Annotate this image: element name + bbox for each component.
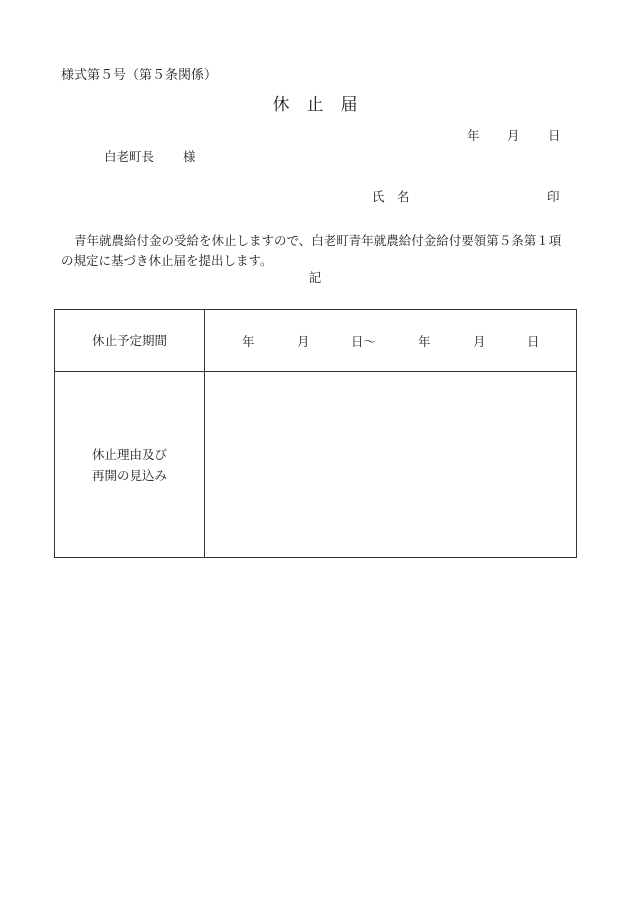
reason-label (55, 372, 205, 558)
period-start-day: 日〜 (351, 334, 377, 349)
reason-value-cell[interactable] (205, 372, 577, 558)
date-day-label: 日 (548, 128, 561, 143)
reason-label-line1: 休止理由及び (91, 446, 167, 462)
period-row (55, 310, 577, 372)
form-table (54, 309, 577, 558)
reason-row (55, 372, 577, 558)
period-end-month: 月 (473, 334, 486, 349)
addressee-honorific: 様 (183, 149, 196, 164)
period-end-day: 日 (527, 334, 540, 349)
period-end-year: 年 (418, 334, 431, 349)
period-start-month: 月 (297, 334, 310, 349)
body-paragraph: 青年就農給付金の受給を休止しますので、白老町青年就農給付金給付要領第５条第１項の規定に基づき休止届を提出します。 (61, 233, 562, 268)
form-number-label: 様式第５号（第５条関係） (61, 68, 218, 83)
period-start-year: 年 (242, 334, 255, 349)
period-value-cell[interactable] (205, 310, 577, 372)
name-label: 氏 名 (372, 189, 410, 204)
document-title: 休 止 届 (272, 95, 358, 115)
period-label: 休止予定期間 (55, 310, 205, 372)
addressee-name: 白老町長 (104, 149, 155, 164)
date-year-label: 年 (467, 128, 480, 143)
reason-label-line2: 再開の見込み (91, 467, 167, 483)
seal-mark: 印 (547, 189, 560, 204)
date-month-label: 月 (507, 128, 520, 143)
section-mark: 記 (308, 270, 322, 285)
